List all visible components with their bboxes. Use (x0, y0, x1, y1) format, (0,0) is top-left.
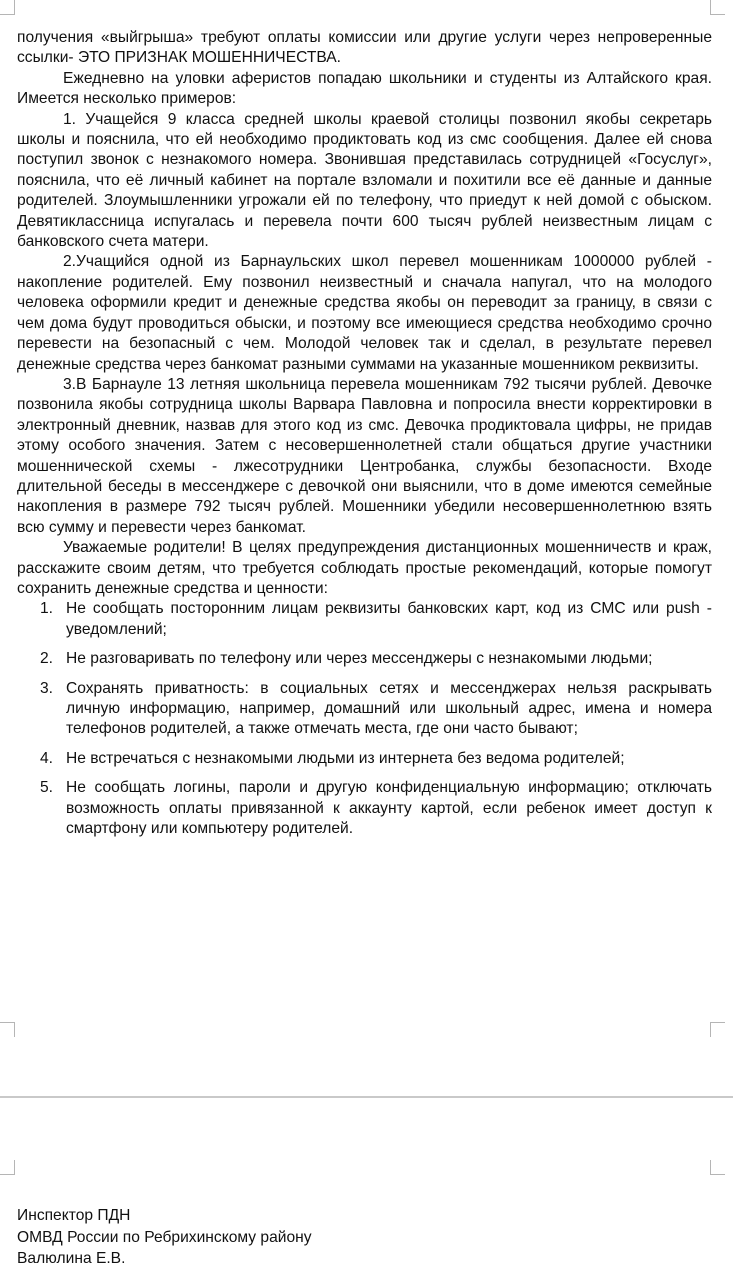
margin-corner-mark (0, 1022, 15, 1037)
list-item (17, 749, 712, 769)
signature-department: ОМВД России по Ребрихинскому району (17, 1228, 312, 1246)
signature-position: Инспектор ПДН (17, 1207, 131, 1224)
appeal-paragraph: Уважаемые родители! В целях предупреждения дистанционных мошенничеств и краж, расскажите своим детям, что требуется соблюдать простые рекомендаций, которые помогут сохранить денежные средства и ценности: (17, 539, 712, 597)
list-number: 2. (40, 650, 54, 668)
list-item (17, 599, 712, 640)
list-item (17, 679, 712, 740)
list-item (17, 649, 712, 669)
margin-corner-mark (710, 1160, 725, 1175)
signature-name: Валюлина Е.В. (17, 1250, 126, 1267)
example-paragraph-2: 2.Учащийся одной из Барнаульских школ перевел мошенникам 1000000 рублей - накопление родителей. Ему позвонил неизвестный и сначала напугал, что на молодого человека оформили кредит и денежные средства якобы он переводит за границу, в связи с чем дома будут проводиться обыски, и поэтому все имеющиеся средства необходимо срочно перевести на безопасный с чем. Молодой человек так и сделал, в результате перевел денежные средства через банкомат разными суммами на указанные мошенником реквизиты. (17, 253, 712, 373)
list-item-text: Сохранять приватность: в социальных сетях и мессенджерах нельзя раскрывать личную информацию, например, домашний или школьный адрес, имена и номера телефонов родителей, а также отмечать места, где они часто бывают; (66, 679, 712, 738)
list-number: 4. (40, 749, 54, 767)
intro-paragraph: Ежедневно на уловки аферистов попадаю школьники и студенты из Алтайского края. Имеется несколько примеров: (17, 69, 712, 108)
margin-corner-mark (0, 1160, 15, 1175)
list-item-text: Не разговаривать по телефону или через мессенджеры с незнакомыми людьми; (66, 650, 653, 668)
margin-corner-mark (710, 0, 725, 15)
example-paragraph-3: 3.В Барнауле 13 летняя школьница перевела мошенникам 792 тысячи рублей. Девочке позвонила якобы сотрудница школы Варвара Павловна и попросила внести корректировки в электронный дневник, назвав для этого код из смс. Девочка продиктовала цифры, не придав этому особого значения. Затем с несовершеннолетней стали общаться другие участники мошеннической схемы - лжесотрудники Центробанка, службы безопасности. Входе длительной беседы в мессенджере с девочкой они выяснили, что в доме имеются семейные накопления в размере 792 тысяч рублей. Мошенники убедили несовершеннолетнюю взять всю сумму и перевести через банкомат. (17, 375, 712, 536)
list-number: 3. (40, 679, 54, 697)
list-item-text: Не встречаться с незнакомыми людьми из интернета без ведома родителей; (66, 749, 625, 767)
signature-block (17, 1205, 312, 1270)
margin-corner-mark (0, 0, 15, 15)
example-paragraph-1: 1. Учащейся 9 класса средней школы краевой столицы позвонил якобы секретарь школы и пояснила, что ей необходимо продиктовать код из смс сообщения. Далее ей снова поступил звонок с незнакомого номера. Звонившая представилась сотрудницей «Госуслуг», пояснила, что её личный кабинет на портале взломали и похитили все её данные и данные родителей. Злоумышленники угрожали ей по телефону, что приедут к ней домой с обыском. Девятиклассница испугалась и перевела почти 600 тысяч рублей неизвестным лицам с банковского счета матери. (17, 110, 712, 251)
margin-corner-mark (710, 1022, 725, 1037)
list-item-text: Не сообщать логины, пароли и другую конфиденциальную информацию; отключать возможность оплаты привязанной к аккаунту картой, если ребенок имеет доступ к смартфону или компьютеру родителей. (66, 779, 712, 838)
list-item (17, 778, 712, 839)
list-number: 5. (40, 779, 54, 797)
list-number: 1. (40, 600, 54, 618)
lead-paragraph: получения «выйгрыша» требуют оплаты комиссии или другие услуги через непроверенные ссылки- ЭТО ПРИЗНАК МОШЕННИЧЕСТВА. (17, 29, 712, 67)
document-body (17, 28, 712, 848)
recommendations-list (17, 599, 712, 839)
list-item-text: Не сообщать посторонним лицам реквизиты банковских карт, код из СМС или push - уведомлений; (66, 600, 712, 638)
